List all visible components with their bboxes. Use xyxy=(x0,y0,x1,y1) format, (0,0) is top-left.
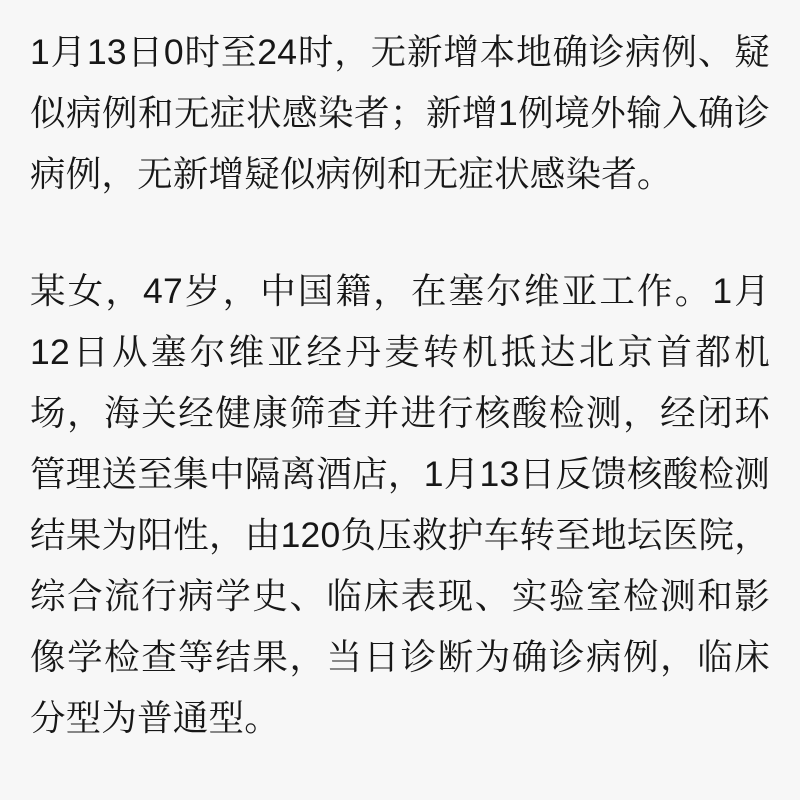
paragraph-daily-summary: 1月13日0时至24时，无新增本地确诊病例、疑似病例和无症状感染者；新增1例境外输入确诊病例，无新增疑似病例和无症状感染者。 xyxy=(30,32,770,194)
paragraph-case-detail: 某女，47岁，中国籍，在塞尔维亚工作。1月12日从塞尔维亚经丹麦转机抵达北京首都机场，海关经健康筛查并进行核酸检测，经闭环管理送至集中隔离酒店，1月13日反馈核酸检测结果为阳性，由120负压救护车转至地坛医院，综合流行病学史、临床表现、实验室检测和影像学检查等结果，当日诊断为确诊病例，临床分型为普通型。 xyxy=(30,271,770,738)
article-body xyxy=(30,22,770,749)
